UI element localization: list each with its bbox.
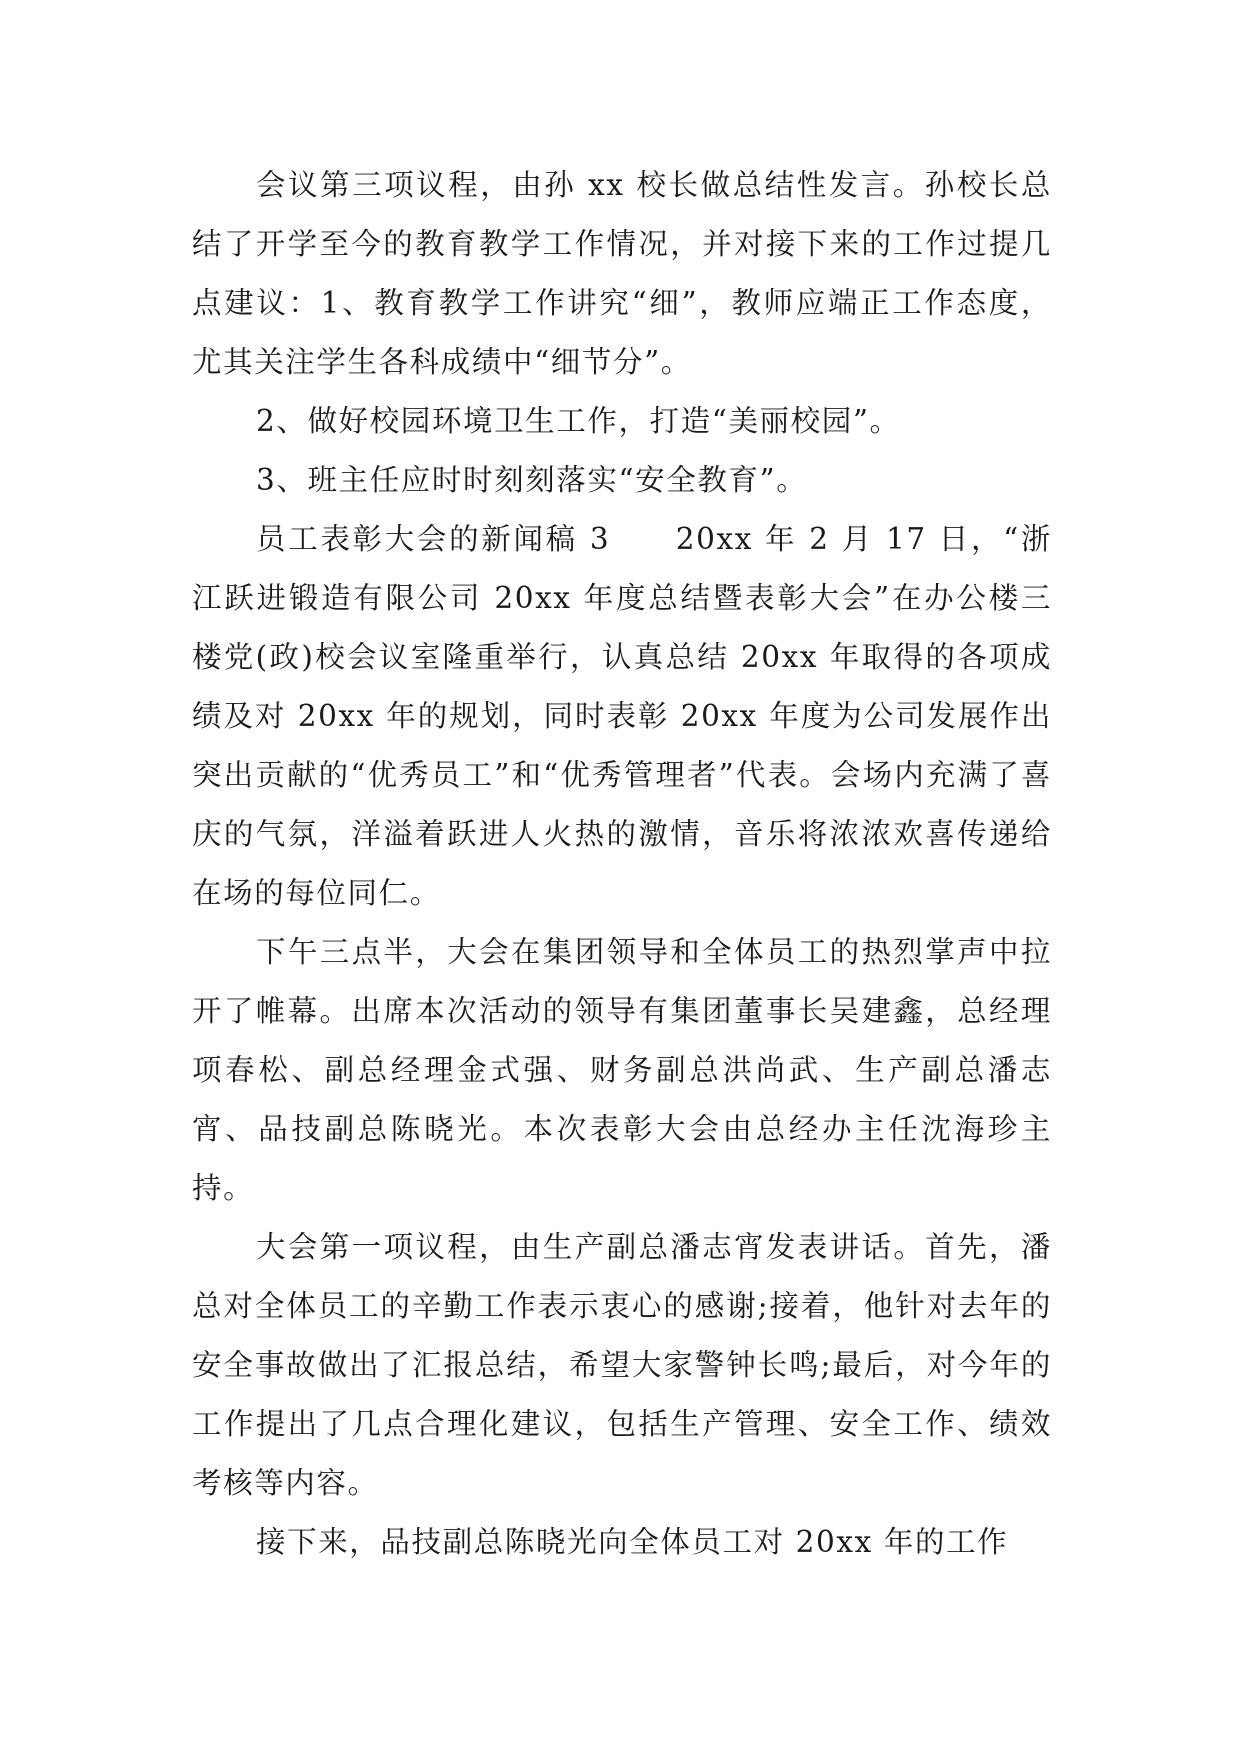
paragraph-first-agenda: 大会第一项议程，由生产副总潘志宵发表讲话。首先，潘总对全体员工的辛勤工作表示衷心的感谢;接着，他针对去年的安全事故做出了汇报总结，希望大家警钟长鸣;最后，对今年的工作提出了几点合理化建议，包括生产管理、安全工作、绩效考核等内容。 [192, 1230, 1052, 1500]
paragraph-meeting-opening: 下午三点半，大会在集团领导和全体员工的热烈掌声中拉开了帷幕。出席本次活动的领导有集团董事长吴建鑫，总经理项春松、副总经理金式强、财务副总洪尚武、生产副总潘志宵、品技副总陈晓光。本次表彰大会由总经办主任沈海珍主持。 [192, 935, 1052, 1205]
paragraph-suggestion-3: 3、班主任应时时刻刻落实“安全教育”。 [256, 463, 808, 497]
paragraph-news-release-3: 员工表彰大会的新闻稿 3 20xx 年 2 月 17 日，“浙江跃进锻造有限公司 20xx 年度总结暨表彰大会”在办公楼三楼党(政)校会议室隆重举行，认真总结 20xx 年取得的各项成绩及对 20xx 年的规划，同时表彰 20xx 年度为公司发展作出突出贡献的“优秀员工”和“优秀管理者”代表。会场内充满了喜庆的气氛，洋溢着跃进人火热的激情，音乐将浓浓欢喜传递给在场的每位同仁。 [192, 522, 1052, 910]
document-body [192, 156, 1052, 1572]
paragraph-suggestion-2: 2、做好校园环境卫生工作，打造“美丽校园”。 [256, 404, 901, 438]
paragraph-closing-speech: 会议第三项议程，由孙 xx 校长做总结性发言。孙校长总结了开学至今的教育教学工作情况，并对接下来的工作过提几点建议：1、教育教学工作讲究“细”，教师应端正工作态度，尤其关注学生各科成绩中“细节分”。 [192, 168, 1052, 379]
paragraph-next-agenda: 接下来，品技副总陈晓光向全体员工对 20xx 年的工作 [256, 1525, 1009, 1559]
